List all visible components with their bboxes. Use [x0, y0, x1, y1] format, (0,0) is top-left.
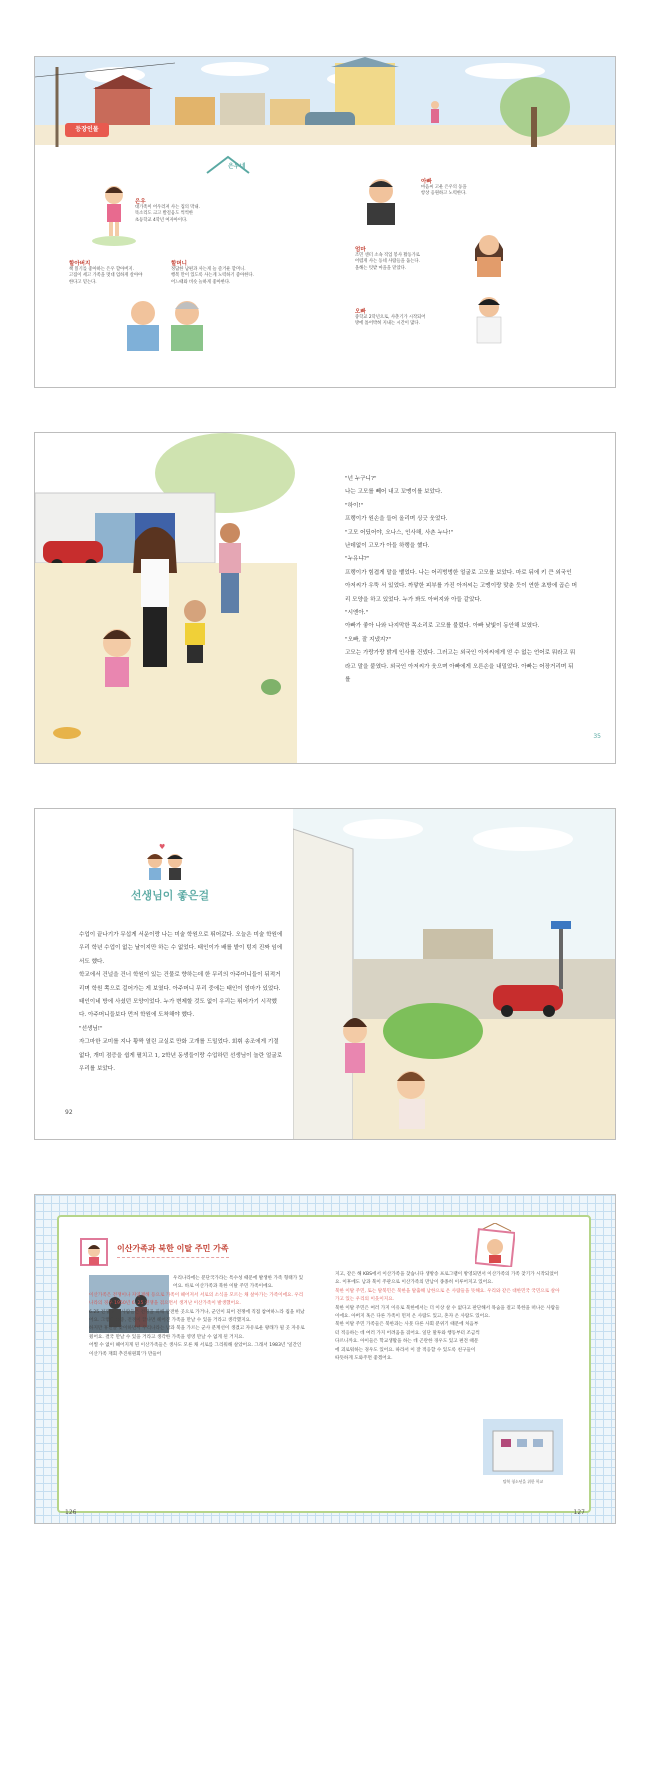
character-desc-line: 중학교 2학년으로, 사춘기가 시작되어: [355, 315, 426, 320]
story-paragraph: "하이!": [345, 502, 364, 509]
spread-characters: [34, 56, 616, 388]
story-paragraph: 난데없이 고모가 아들 하랭을 했다.: [345, 543, 430, 550]
info-paragraph: 우리나라에는 분단국가라는 특수성 때문에 발생한 가족 형태가 있어요. 바로 이산가족과 북한 이탈 주민 가족이에요.: [173, 1276, 304, 1290]
family-title: 은우네: [228, 163, 246, 170]
info-paragraph-highlight: 이산가족은 전쟁이나 자연재해 등으로 가족이 헤어져서 서로의 소식을 모르는 채 살아가는 가족이에요. 우리나라의 경우 1950년 6. 25 전쟁을 겪으면서 생겨난 이산가족이 발생했어요.: [89, 1292, 304, 1307]
character-desc-line: 책 읽기를 좋아하는 은우 할아버지.: [69, 267, 134, 272]
chapter-title: 선생님이 좋은걸: [130, 889, 210, 902]
character-eunwoo: [135, 197, 255, 224]
character-name: 할머니: [171, 261, 187, 267]
character-name: 할아버지: [69, 261, 91, 267]
info-right-column: [335, 1271, 563, 1363]
story-paragraph: 수업이 끝나기가 무섭게 서운이랑 나는 미술 학원으로 뛰어갔다. 오늘은 미술 학원에 우리 학년 수업이 없는 날이지만 하는 수 없었다. 태인이가 배를 밭이 텅지 진짜 임에서도 했다.: [79, 932, 283, 965]
story-paragraph: 프랭이가 힘겹게 말을 뱉었다. 나는 어리벙벙한 얼굴로 고모를 보았다. 마로 뒤에 키 큰 외국인 아저씨가 우뚝 서 있었다. 까맣한 피부를 가진 아저씨는 고맹이랑 맞춘 듯이 연한 초방에 곱슨 머리 모양을 하고 있었다. 누가 봐도 아버지와 아들 같았다.: [345, 569, 578, 603]
info-paragraph: 어쩔 수 없이 헤어지게 된 이산가족들은 생사도 모른 채 서로를 그리워해 살았어요. 그래서 1983년 '일간인 이산가족 재회 추진위원회'가 만들어: [89, 1343, 302, 1357]
character-name: 은우: [135, 199, 146, 205]
character-desc-line: 한다고 믿는다.: [69, 279, 97, 285]
story-paragraph: 나는 고모를 빼어 내고 꼬맹이를 보았다.: [345, 489, 443, 496]
photo-caption: 탈북 청소년을 위한 학교: [502, 1479, 544, 1484]
info-paragraph: 6.25 전쟁 당시 사람들은 전쟁을 피해 안전한 곳으로 가거나, 군인이 되어 전쟁에 직접 참여하느라 집을 떠났어요. 그렇던 와중, 전쟁이 끝나면 헤어진 가족을 만날 수 있을 거라고 생각했지요.: [89, 1309, 305, 1324]
chapter-text: [79, 929, 283, 1076]
character-desc-line: 어렵게 사는 동네 사람들을 돕는다.: [355, 259, 420, 265]
story-text: [345, 473, 577, 688]
character-desc-line: 고집이 세고 가족을 멋대 엄하게 살아야: [69, 273, 143, 279]
character-desc-line: 정답한 남편과 사는게 늘 즐거운 할머니.: [171, 267, 246, 272]
story-paragraph: "고모 어딨어야, 오나스, 인사해, 사촌 누나!": [345, 529, 454, 536]
info-paragraph-highlight: 북한 이탈 주민, 또는 탈북민은 북한을 탈출해 남한으로 온 사람들을 뜻해요. 우리와 같은 대한민국 국민으로 살아가고 있는 우리의 이웃이지요.: [335, 1288, 560, 1303]
info-title: 이산가족과 북한 이탈 주민 가족: [117, 1243, 229, 1258]
info-paragraph: 북한 이탈 주민 가족들은 북한과는 사뭇 다른 사회 분위기 때문에 처음부터 적응하는 데 여러 가지 어려움을 겪어요. 일단 말투와 행동부터 조금씩 다르니까요. 아이들은 학교생활을 하는 데 곤란한 경우도 있고 편견 때문에 괴로워하는 경우도 있어요. 따라서 이 잘 적응할 수 있도록 친구들이 따뜻하게 도와주면 좋겠어요.: [335, 1322, 480, 1362]
family-meeting-illustration: [35, 433, 297, 764]
page-number-right: 127: [573, 1509, 585, 1516]
story-paragraph: "오빠, 잘 지냈지?": [345, 636, 391, 643]
street-illustration: [293, 809, 616, 1140]
character-desc-line: 올해는 텃밭 마을을 맡았다.: [355, 265, 407, 271]
info-left-column: [89, 1275, 307, 1359]
story-paragraph: "넌 누구니?": [345, 476, 377, 482]
mom-illustration: [469, 227, 509, 277]
teachers-illustration: [141, 841, 191, 881]
story-paragraph: "선생님!": [79, 1025, 103, 1032]
character-name: 아빠: [421, 179, 432, 185]
character-desc-line: 어느때와 비슷 놀하게 좋아한다.: [171, 279, 231, 285]
character-desc-line: 방에 틀어박혀 지내는 시간이 많다.: [355, 321, 420, 327]
story-paragraph: 학교에서 건널을 건너 학원이 있는 건물로 향하는데 한 무리의 아주머니들이 뒤적거리며 학원 쪽으로 걸어가는 게 보였다. 아주머니 무리 중에는 태인이 엄마가 있었다. 태인이네 방에 사셨던 모양이었다. 누가 변제할 것도 없이 우리는 뛰어가기 시작했다. 아주머니들보다 먼저 학원에 도착해야 했다.: [79, 972, 281, 1019]
grandparents-illustration: [115, 297, 215, 353]
story-paragraph: 프랭이가 원손을 들어 올리며 싱긋 웃었다.: [345, 516, 448, 523]
character-grandmother: [171, 259, 281, 286]
character-name: 오빠: [355, 309, 366, 315]
characters-badge: [65, 123, 109, 137]
school-photo: [483, 1419, 563, 1475]
page-number: 92: [65, 1109, 73, 1116]
story-paragraph: 자그마한 교미를 지나 황짝 열린 교실로 만화 고개를 드밀었다. 회휘 송조에게 기절 없다, 개미 점증을 쉽게 펼치고 1, 2학년 동생들이랑 수업하던 선생님이 놀란 얼굴로 우리를 보았다.: [79, 1039, 283, 1073]
dad-illustration: [359, 175, 403, 225]
badge-title: 등장인물: [75, 126, 99, 133]
character-desc-line: 행복 만이 있도록 사는게 노력하기 좋아한다.: [171, 273, 254, 279]
info-paragraph: 북한 이탈 주민은 여러 가지 이유로 북한에서는 더 이상 살 수 없다고 판단해서 목숨을 걸고 북한을 떠나온 사람들이에요. 아버지 혹은 다른 가족이 먼저 온 사람도 있고, 혼자 온 사람도 있어요.: [335, 1305, 560, 1320]
eunwoo-illustration: [89, 181, 139, 247]
spread-story-page-35: [34, 432, 616, 764]
info-paragraph: 하지만 휴전을 맞이하면서 우리나라는 남과 북을 가르는 군사 분계선이 생겼고 자유로운 왕래가 될 곳 자유로웠어요. 결국 만날 수 있을 거라고 생각한 가족을 영영 만날 수 없게 된 거지요.: [89, 1326, 305, 1340]
character-desc-line: 조민 센터 소속 직업 봉사 활동가로: [355, 253, 420, 258]
page-number-left: 126: [65, 1509, 77, 1516]
character-brother: [355, 307, 465, 328]
character-dad: [421, 177, 521, 198]
page-number: 35: [593, 733, 601, 740]
character-desc-line: 초등학교 4학년 여자아이다.: [135, 217, 188, 223]
character-grandfather: [69, 259, 169, 286]
character-mom: [355, 245, 465, 272]
story-paragraph: "시엔아.": [345, 610, 369, 617]
brother-illustration: [471, 293, 507, 345]
character-desc-line: 항상 응원하고 노력한다.: [421, 191, 467, 197]
girl-portrait-frame-icon: [79, 1235, 109, 1267]
story-paragraph: "누유냐?": [345, 556, 370, 563]
spread-story-page-92: [34, 808, 616, 1140]
story-paragraph: 고모는 가랑가랑 밝게 인사를 건넸다. 그러고는 외국인 아저씨에게 얻 수 없는 언어로 뭐라고 뭐라고 말을 붙였다. 외국인 아저씨가 웃으며 아빠에게 오른손을 내밀었다. 아빠는 어장거리며 뒤를: [345, 650, 576, 684]
info-paragraph: 지고, 같은 해 KBS에서 이산가족을 찾습니다 생방송 프로그램이 방영되면서 이산가족의 가족 찾기가 시작되었어요. 이후에도 남과 북이 주관으로 이산가족의 만남이 종종히 이루어지고 있어요.: [335, 1272, 559, 1286]
character-desc-line: 대가족이 어우러져 사는 집의 막내.: [135, 205, 200, 210]
character-name: 엄마: [355, 247, 366, 253]
spread-info-pages-126-127: [34, 1194, 616, 1524]
story-paragraph: 아빠가 좋아 나와 나지막한 목소리로 고모를 불렀다. 아빠 낮빛이 동안해 보였다.: [345, 623, 540, 630]
svg-text:♥: ♥: [159, 843, 166, 851]
grandfather-portrait-frame-icon: [475, 1223, 515, 1267]
character-desc-line: 똑소리도 크고 발걸음도 씩씩한: [135, 211, 194, 217]
character-desc-line: 마음씨 고운 은우의 동을: [421, 185, 467, 190]
